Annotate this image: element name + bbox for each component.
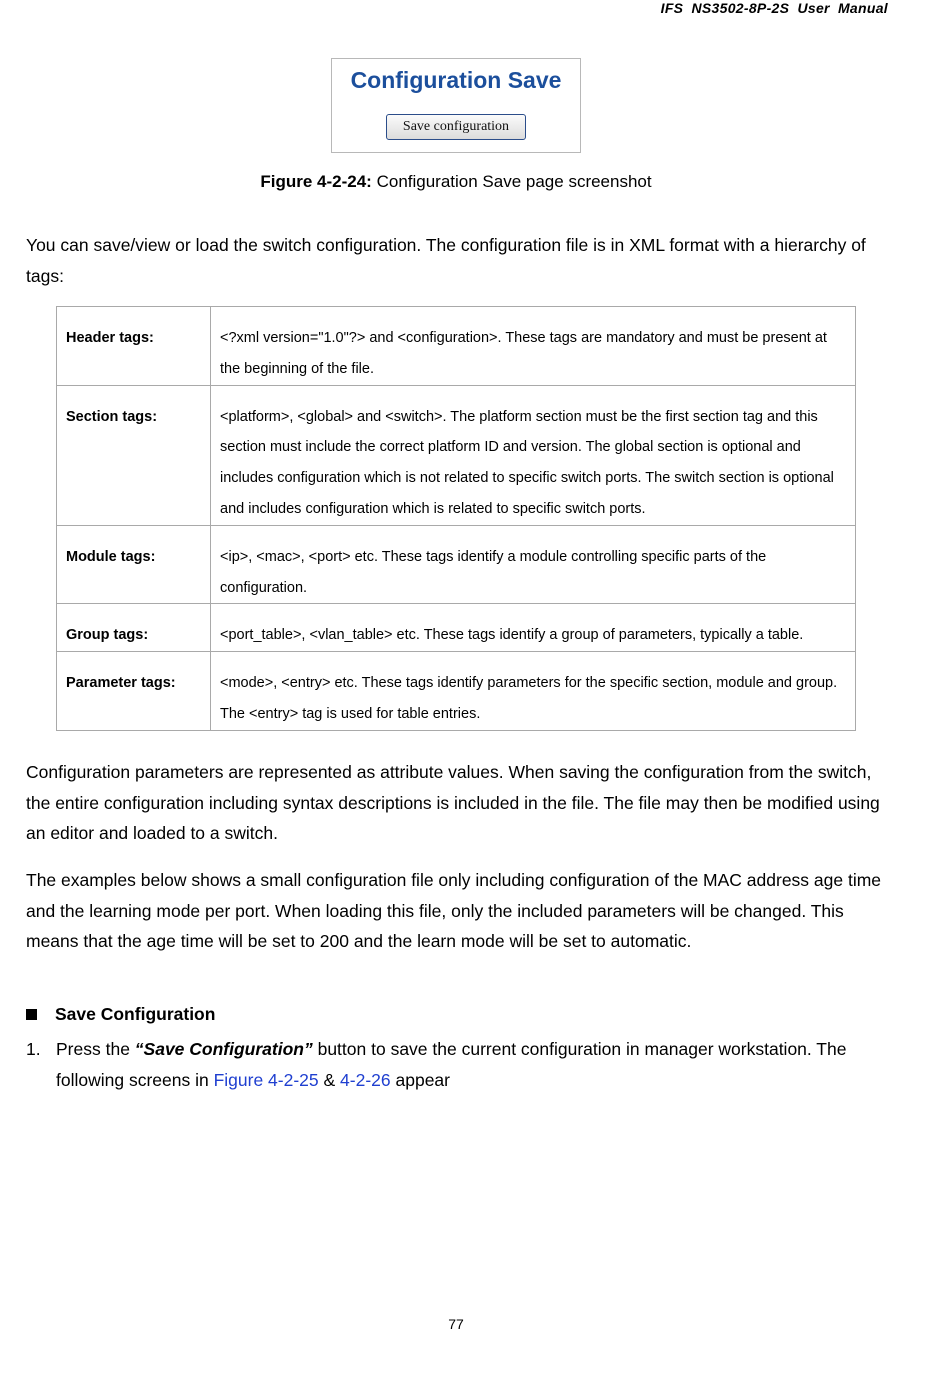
step-pre: Press the [56, 1039, 135, 1059]
step-post: button to save the current configuration in manager workstation. The following screens in [56, 1039, 847, 1090]
square-bullet-icon [26, 1009, 37, 1020]
config-parameters-paragraph: Configuration parameters are represented as attribute values. When saving the configuration from the switch, the entire configuration including syntax descriptions is included in the file. The file may then be modified using an editor and loaded to a switch. [26, 762, 880, 843]
step-text [56, 1034, 896, 1095]
table-row [57, 604, 856, 652]
section-heading [26, 1004, 215, 1025]
page-number: 77 [448, 1316, 464, 1332]
step-number: 1. [26, 1039, 41, 1059]
save-configuration-button[interactable]: Save configuration [386, 114, 526, 140]
intro-paragraph: You can save/view or load the switch configuration. The configuration file is in XML format with a hierarchy of tags: [26, 235, 866, 286]
tags-table [56, 306, 856, 731]
tag-description: <port_table>, <vlan_table> etc. These tags identify a group of parameters, typically a table. [211, 604, 856, 652]
tag-description: <platform>, <global> and <switch>. The platform section must be the first section tag and this section must include the correct platform ID and version. The global section is optional and includes configuration which is not related to specific switch ports. The switch section is optional and includes configuration which is related to specific switch ports. [211, 385, 856, 525]
tag-label: Section tags: [57, 385, 211, 525]
figure-screenshot [331, 58, 581, 153]
table-row [57, 307, 856, 386]
figure-title: Configuration Save [350, 67, 562, 93]
step-1 [26, 1034, 896, 1095]
tag-label: Header tags: [57, 307, 211, 386]
table-row [57, 385, 856, 525]
caption-label: Figure 4-2-24: [260, 172, 372, 191]
tag-label: Group tags: [57, 604, 211, 652]
tag-description: <?xml version="1.0"?> and <configuration>. These tags are mandatory and must be present at the beginning of the file. [211, 307, 856, 386]
step-amp: & [318, 1069, 341, 1090]
figure-caption [0, 172, 912, 192]
tag-label: Module tags: [57, 525, 211, 604]
page-header: IFS NS3502-8P-2S User Manual [660, 0, 888, 16]
table-row [57, 652, 856, 731]
tag-label: Parameter tags: [57, 652, 211, 731]
tag-description: <mode>, <entry> etc. These tags identify parameters for the specific section, module and group. The <entry> tag is used for table entries. [211, 652, 856, 731]
figure-link-4-2-25[interactable]: Figure 4-2-25 [213, 1069, 319, 1090]
table-row [57, 525, 856, 604]
section-heading-text: Save Configuration [55, 1004, 216, 1024]
caption-text: Configuration Save page screenshot [371, 172, 652, 191]
figure-link-4-2-26[interactable]: 4-2-26 [340, 1069, 391, 1090]
step-quoted-button: “Save Configuration” [134, 1039, 313, 1059]
example-paragraph: The examples below shows a small configuration file only including configuration of the MAC address age time and the learning mode per port. When loading this file, only the included parameters will be changed. This means that the age time will be set to 200 and the learn mode will be set to automatic. [26, 870, 882, 951]
step-end: appear [390, 1069, 450, 1090]
tag-description: <ip>, <mac>, <port> etc. These tags identify a module controlling specific parts of the configuration. [211, 525, 856, 604]
